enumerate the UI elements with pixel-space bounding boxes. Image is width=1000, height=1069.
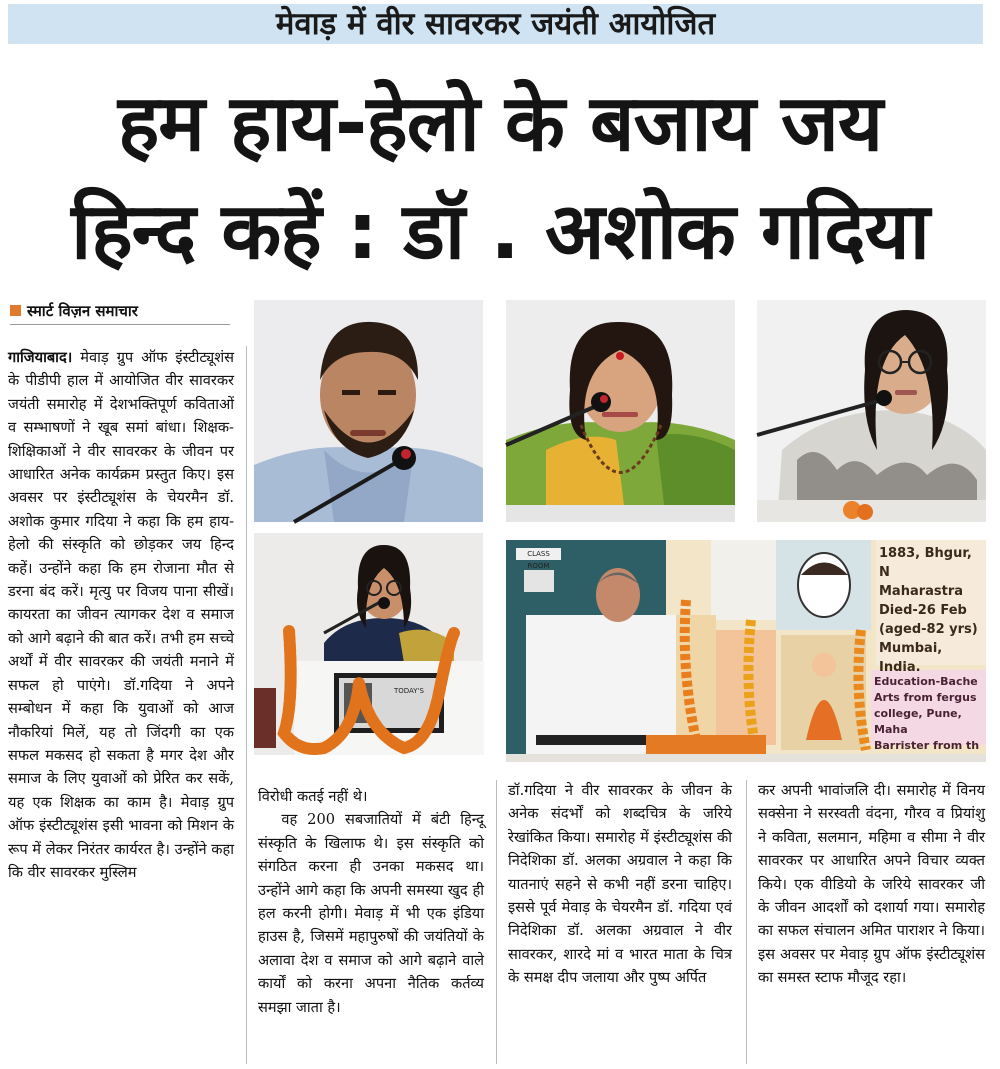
classroom-sign: CLASS ROOM <box>527 550 550 570</box>
column-divider <box>246 346 247 1064</box>
headline-line-1: हम हाय-हेलो के बजाय जय <box>117 79 883 169</box>
byline-text: स्मार्ट विज़न समाचार <box>27 302 138 320</box>
poster-line-3: Died-26 Feb <box>879 603 967 618</box>
column-divider <box>746 780 747 1064</box>
photo-speaker-man <box>254 300 483 522</box>
poster-line-5: Mumbai, <box>879 641 943 656</box>
poster-birth-death <box>879 544 986 675</box>
headline-line-2: हिन्द कहें : डॉ . अशोक गदिया <box>71 187 929 277</box>
article-column-2 <box>258 785 484 1019</box>
photo-ceremony-portraits <box>506 540 986 762</box>
article-col4-text: कर अपनी भावांजलि दी। समारोह में विनय सक्सेना ने सरस्वती वंदना, गौरव व प्रियांशु ने कविता, सलमान, महिमा व सीमा ने वीर सावरकर पर आधारित अपने विचार व्यक्त किये। एक वीडियो के जरिये सावरकर जी के जीवन आदर्शों को दशार्या गया। समारोह का सफल संचालन अमित पाराशर ने किया। इस अवसर पर मेवाड़ ग्रुप ऑफ इंस्टीट्यूशंस का समस्त स्टाफ मौजूद रहा। <box>758 782 985 987</box>
dateline: गाजियाबाद। <box>8 349 73 366</box>
poster-line-1: 1883, Bhgur, N <box>879 546 972 580</box>
photo-speaker-young-woman <box>757 300 986 522</box>
edu-line-1: Education-Bache <box>874 675 978 688</box>
poster-line-6: India. <box>879 660 921 675</box>
article-col3-text: डॉ.गदिया ने वीर सावरकर के जीवन के अनेक संदर्भों को शब्दचित्र के जरिये रेखांकित किया। समारोह में इंस्टीट्यूशंस की निदेशिका डॉ. अलका अग्रवाल ने कहा कि यातनाएं सहने से कभी नहीं डरना चाहिए। इससे पूर्व मेवाड़ के चेयरमैन डॉ. गदिया एवं निदेशिका डॉ. अलका अग्रवाल ने वीर सावरकर, शारदे मां व भारत माता के चित्र के समक्ष दीप जलाया और पुष्प अर्पित <box>508 782 732 987</box>
podium-text: TODAY'S <box>394 687 424 695</box>
poster-education <box>874 674 986 752</box>
column-divider <box>496 780 497 1064</box>
edu-line-2: Arts from fergus <box>874 691 977 704</box>
poster-line-4: (aged-82 yrs) <box>879 622 978 637</box>
article-col1-text: मेवाड़ ग्रुप ऑफ इंस्टीट्यूशंस के पीडीपी हाल में आयोजित वीर सावरकर जयंती समारोह में देशभक्तिपूर्ण कविताओं व सम्भाषणों ने खूब समां बांधा। शिक्षक-शिक्षिकाओं ने वीर सावरकर के जीवन पर आधारित अनेक कार्यक्रम प्रस्तुत किए। इस अवसर पर इंस्टीट्यूशंस के चेयरमैन डॉ. अशोक कुमार गदिया ने कहा कि हम हाय-हेलो की संस्कृति को छोड़कर जय हिन्द कहें। उन्होंने कहा कि हम रोजाना मौत से डरना बंद करें। मृत्यु पर विजय पाना सीखें। कायरता का जीवन त्यागकर देश व समाज को आगे बढ़ाने की बात करें। तभी हम सच्चे अर्थों में वीर सावरकर की जयंती मनाने में सफल हो पाएंगे। डॉ.गदिया ने अपने सम्बोधन में कहा कि युवाओं को आज नौकरियां मिलें, यह तो जिंदगी का एक सफल मकसद हो सकता है मगर देश और समाज के लिए युवाओं को प्रेरित कर सकें, यह एक शिक्षक का काम है। मेवाड़ ग्रुप ऑफ इंस्टीट्यूशंस इसी भावना को मिशन के रूप में लेकर निरंतर कार्यरत है। उन्होंने कहा कि वीर सावरकर मुस्लिम <box>8 349 234 881</box>
article-col2-first: विरोधी कतई नहीं थे। <box>258 788 368 805</box>
kicker-banner: मेवाड़ में वीर सावरकर जयंती आयोजित <box>8 4 983 44</box>
byline <box>10 300 230 325</box>
edu-line-3: college, Pune, Maha <box>874 707 962 736</box>
photo-speaker-woman-saree <box>506 300 735 522</box>
article-column-1 <box>8 346 234 884</box>
article-column-4 <box>758 779 985 990</box>
photo-speaker-podium <box>254 533 483 755</box>
square-bullet-icon <box>10 305 21 316</box>
article-col2-text: वह 200 सबजातियों में बंटी हिन्दू संस्कृति के खिलाफ थे। इस संस्कृति को संगठित करना ही उनका मकसद था। उन्होंने आगे कहा कि अपनी समस्या खुद ही हल करनी होगी। मेवाड़ में भी एक इंडिया हाउस है, जिसमें महापुरुषों की जयंतियों के अलावा देश व समाज को आगे बढ़ाने वाले कार्यों को करना अपना नैतिक कर्तव्य समझा जाता है। <box>258 811 484 1016</box>
edu-line-4: Barrister from th <box>874 739 980 752</box>
article-column-3 <box>508 779 732 990</box>
poster-line-2: Maharastra <box>879 584 964 599</box>
